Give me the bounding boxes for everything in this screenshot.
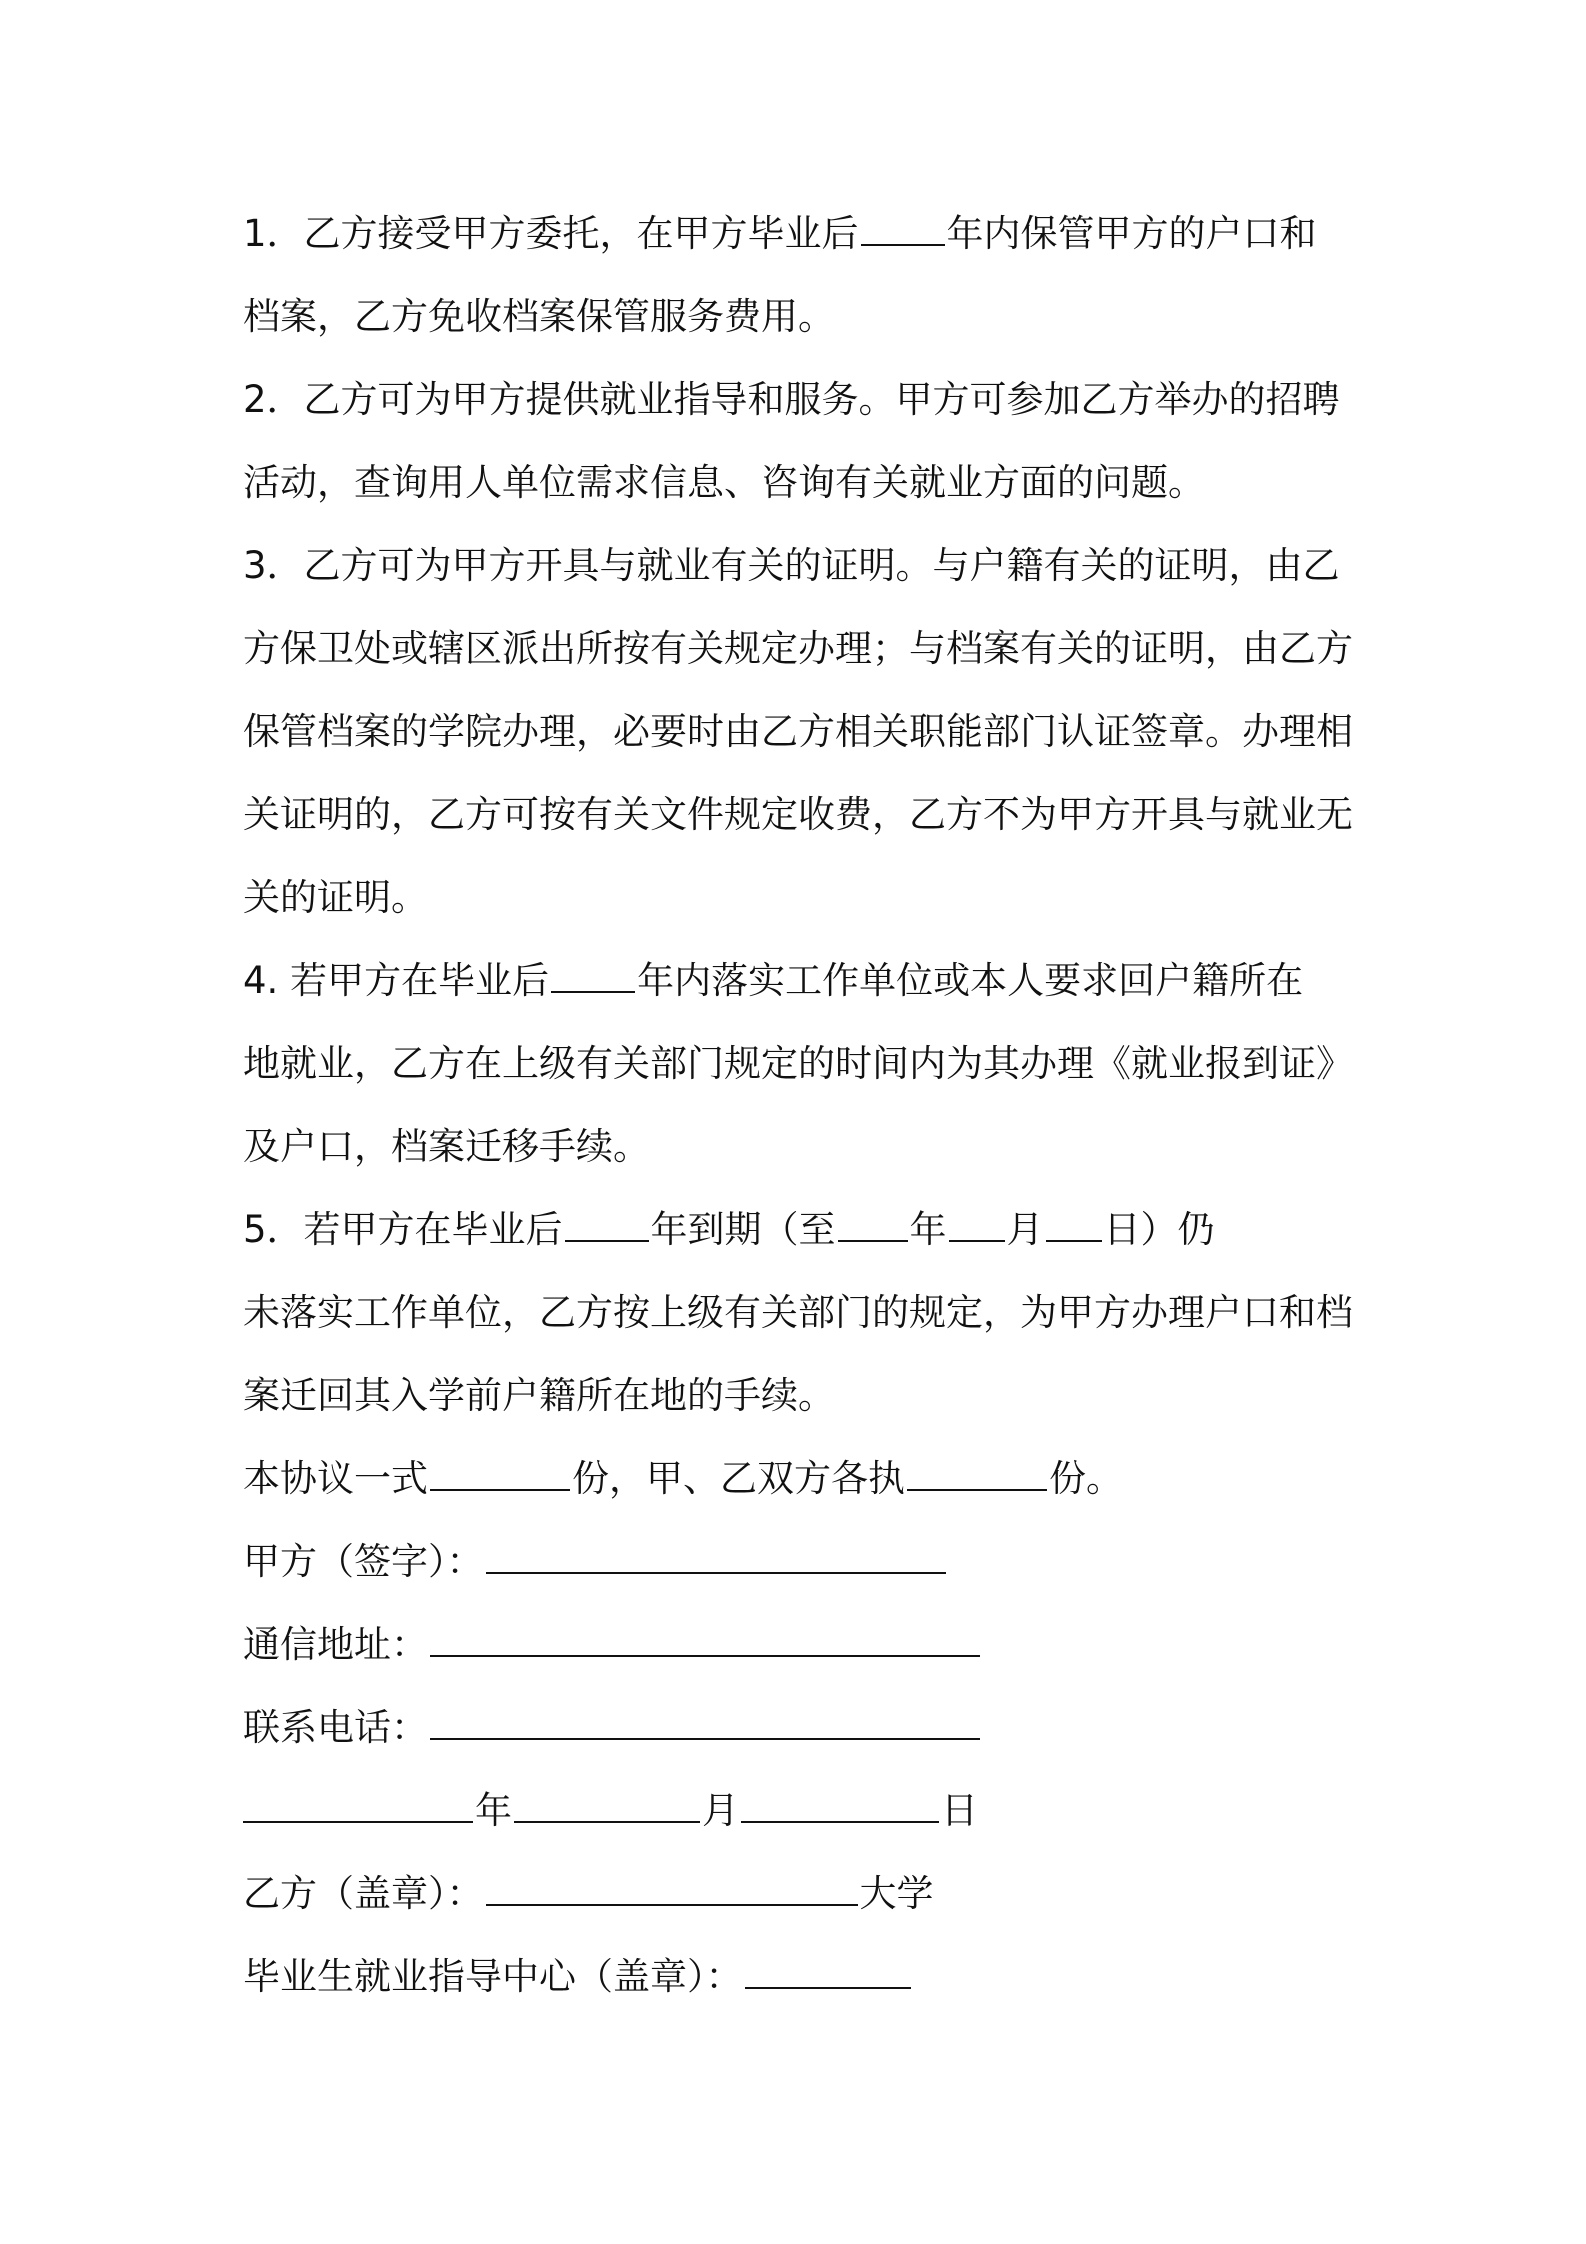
party-a-sign-line <box>243 1520 1363 1603</box>
clause-3 <box>243 524 1363 939</box>
text-segment: 日）仍 <box>1103 1208 1215 1251</box>
text-segment: 月 <box>1006 1208 1044 1251</box>
text-segment: 1．乙方接受甲方委托，在甲方毕业后 <box>243 212 859 255</box>
party-a-phone-line <box>243 1686 1363 1769</box>
party-b-seal-line <box>243 1852 1363 1935</box>
clause-1 <box>243 192 1363 358</box>
clause-line <box>243 1271 1363 1354</box>
fill-in-blank[interactable] <box>565 1207 649 1242</box>
clause-line <box>243 773 1363 856</box>
date-day-label: 日 <box>941 1789 978 1832</box>
party-b-center-line <box>243 1935 1363 2018</box>
text-segment: 2．乙方可为甲方提供就业指导和服务。甲方可参加乙方举办的招聘 <box>243 378 1340 421</box>
party-a-phone-label: 联系电话： <box>243 1706 428 1749</box>
clause-4 <box>243 939 1363 1188</box>
fill-in-blank[interactable] <box>949 1207 1005 1242</box>
clause-5 <box>243 1188 1363 1437</box>
clause-line <box>243 1354 1363 1437</box>
text-segment: 关的证明。 <box>243 876 428 919</box>
date-year-label: 年 <box>475 1789 512 1832</box>
party-a-date-day-field[interactable] <box>741 1788 939 1823</box>
clause-line <box>243 524 1363 607</box>
fill-in-blank[interactable] <box>861 211 945 246</box>
party-a-date-line <box>243 1769 1363 1852</box>
party-a-sign-label: 甲方（签字）： <box>243 1540 484 1583</box>
clause-line <box>243 441 1363 524</box>
party-b-seal-label: 乙方（盖章）： <box>243 1872 484 1915</box>
fill-in-blank[interactable] <box>1046 1207 1102 1242</box>
text-segment: 年内保管甲方的户口和 <box>946 212 1317 255</box>
party-a-address-label: 通信地址： <box>243 1623 428 1666</box>
clause-line <box>243 939 1363 1022</box>
text-segment: 未落实工作单位，乙方按上级有关部门的规定，为甲方办理户口和档 <box>243 1291 1353 1334</box>
party-a-address-line <box>243 1603 1363 1686</box>
text-segment: 案迁回其入学前户籍所在地的手续。 <box>243 1374 835 1417</box>
party-a-sign-field[interactable] <box>486 1539 946 1574</box>
text-segment: 档案，乙方免收档案保管服务费用。 <box>243 295 835 338</box>
party-b-university-suffix: 大学 <box>859 1872 934 1915</box>
fill-in-blank[interactable] <box>551 958 635 993</box>
copies-line <box>243 1437 1363 1520</box>
text-segment: 5．若甲方在毕业后 <box>243 1208 563 1251</box>
party-b-center-label: 毕业生就业指导中心（盖章）： <box>243 1955 743 1998</box>
text-segment: 份。 <box>1049 1457 1123 1500</box>
party-a-date-month-field[interactable] <box>514 1788 700 1823</box>
clause-line <box>243 690 1363 773</box>
clause-line <box>243 358 1363 441</box>
clause-line <box>243 1188 1363 1271</box>
text-segment: 年内落实工作单位或本人要求回户籍所在 <box>637 959 1304 1002</box>
text-segment: 关证明的，乙方可按有关文件规定收费，乙方不为甲方开具与就业无 <box>243 793 1353 836</box>
text-segment: 年到期（至 <box>650 1208 836 1251</box>
party-a-phone-field[interactable] <box>430 1705 980 1740</box>
fill-in-blank[interactable] <box>430 1456 570 1491</box>
party-b-seal-field[interactable] <box>486 1871 858 1906</box>
party-a-date-year-field[interactable] <box>243 1788 473 1823</box>
text-segment: 份，甲、乙双方各执 <box>572 1457 905 1500</box>
clause-line <box>243 1105 1363 1188</box>
clause-line <box>243 607 1363 690</box>
clause-2 <box>243 358 1363 524</box>
party-b-center-field[interactable] <box>745 1954 911 1989</box>
text-segment: 年 <box>909 1208 947 1251</box>
clause-line <box>243 192 1363 275</box>
text-segment: 3．乙方可为甲方开具与就业有关的证明。与户籍有关的证明，由乙 <box>243 544 1340 587</box>
clause-line <box>243 856 1363 939</box>
text-segment: 及户口，档案迁移手续。 <box>243 1125 650 1168</box>
fill-in-blank[interactable] <box>907 1456 1047 1491</box>
text-segment: 活动，查询用人单位需求信息、咨询有关就业方面的问题。 <box>243 461 1205 504</box>
text-segment: 本协议一式 <box>243 1457 428 1500</box>
text-segment: 4. 若甲方在毕业后 <box>243 959 550 1002</box>
text-segment: 方保卫处或辖区派出所按有关规定办理；与档案有关的证明，由乙方 <box>243 627 1353 670</box>
date-month-label: 月 <box>702 1789 739 1832</box>
clause-line <box>243 1022 1363 1105</box>
party-a-address-field[interactable] <box>430 1622 980 1657</box>
text-segment: 地就业，乙方在上级有关部门规定的时间内为其办理《就业报到证》 <box>243 1042 1353 1085</box>
clause-line <box>243 275 1363 358</box>
text-segment: 保管档案的学院办理，必要时由乙方相关职能部门认证签章。办理相 <box>243 710 1353 753</box>
fill-in-blank[interactable] <box>838 1207 908 1242</box>
